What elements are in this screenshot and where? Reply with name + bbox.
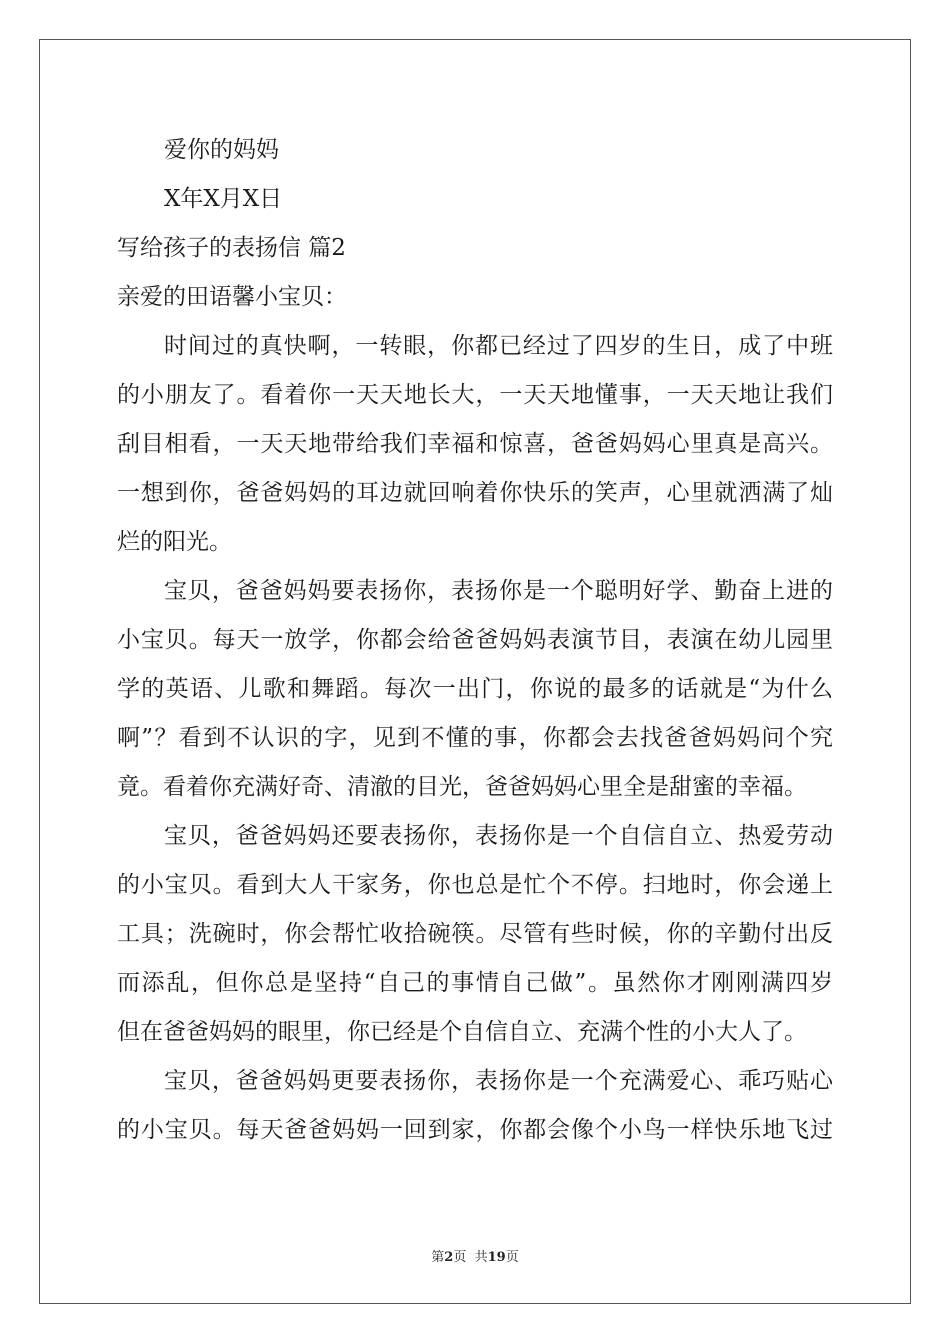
footer-suffix: 页	[505, 1250, 519, 1265]
paragraph-line: 小宝贝。每天一放学，你都会给爸爸妈妈表演节目，表演在幼儿园里	[117, 627, 833, 653]
paragraph-line: 刮目相看，一天天地带给我们幸福和惊喜，爸爸妈妈心里真是高兴。	[117, 431, 833, 457]
footer-prefix: 第	[431, 1250, 445, 1265]
footer-middle: 页 共	[453, 1250, 488, 1265]
paragraph-line: 烂的阳光。	[117, 529, 232, 555]
paragraph-line: 啊”？看到不认识的字，见到不懂的事，你都会去找爸爸妈妈问个究	[117, 725, 833, 751]
page-footer	[0, 1246, 950, 1265]
paragraph-line: 竟。看着你充满好奇、清澈的目光，爸爸妈妈心里全是甜蜜的幸福。	[117, 774, 807, 800]
paragraph-line: 宝贝，爸爸妈妈要表扬你，表扬你是一个聪明好学、勤奋上进的	[164, 578, 833, 604]
footer-page-number: 2	[444, 1250, 454, 1265]
paragraph-line: 一想到你，爸爸妈妈的耳边就回响着你快乐的笑声，心里就洒满了灿	[117, 480, 833, 506]
paragraph-line: 学的英语、儿歌和舞蹈。每次一出门，你说的最多的话就是“为什么	[117, 676, 833, 702]
document-body	[117, 126, 833, 1155]
paragraph-line: 而添乱，但你总是坚持“自己的事情自己做”。虽然你才刚刚满四岁	[117, 970, 833, 996]
paragraph-line: 的小宝贝。每天爸爸妈妈一回到家，你都会像个小鸟一样快乐地飞过	[117, 1117, 833, 1143]
footer-total-pages: 19	[487, 1250, 506, 1265]
section-title: 写给孩子的表扬信 篇2	[117, 235, 346, 261]
paragraph-line: 宝贝，爸爸妈妈更要表扬你，表扬你是一个充满爱心、乖巧贴心	[164, 1068, 833, 1094]
paragraph-line: 的小朋友了。看着你一天天地长大，一天天地懂事，一天天地让我们	[117, 382, 833, 408]
paragraph-4	[117, 1057, 833, 1155]
paragraph-line: 宝贝，爸爸妈妈还要表扬你，表扬你是一个自信自立、热爱劳动	[164, 823, 833, 849]
paragraph-3	[117, 812, 833, 1057]
letter-date: X年X月X日	[164, 186, 283, 212]
paragraph-line: 但在爸爸妈妈的眼里，你已经是个自信自立、充满个性的小大人了。	[117, 1019, 807, 1045]
paragraph-line: 工具；洗碗时，你会帮忙收拾碗筷。尽管有些时候，你的辛勤付出反	[117, 921, 833, 947]
paragraph-1	[117, 322, 833, 567]
paragraph-line: 的小宝贝。看到大人干家务，你也总是忙个不停。扫地时，你会递上	[117, 872, 833, 898]
letter-signature: 爱你的妈妈	[164, 137, 279, 163]
paragraph-2	[117, 567, 833, 812]
letter-salutation: 亲爱的田语馨小宝贝：	[117, 284, 347, 310]
paragraph-line: 时间过的真快啊，一转眼，你都已经过了四岁的生日，成了中班	[164, 333, 833, 359]
